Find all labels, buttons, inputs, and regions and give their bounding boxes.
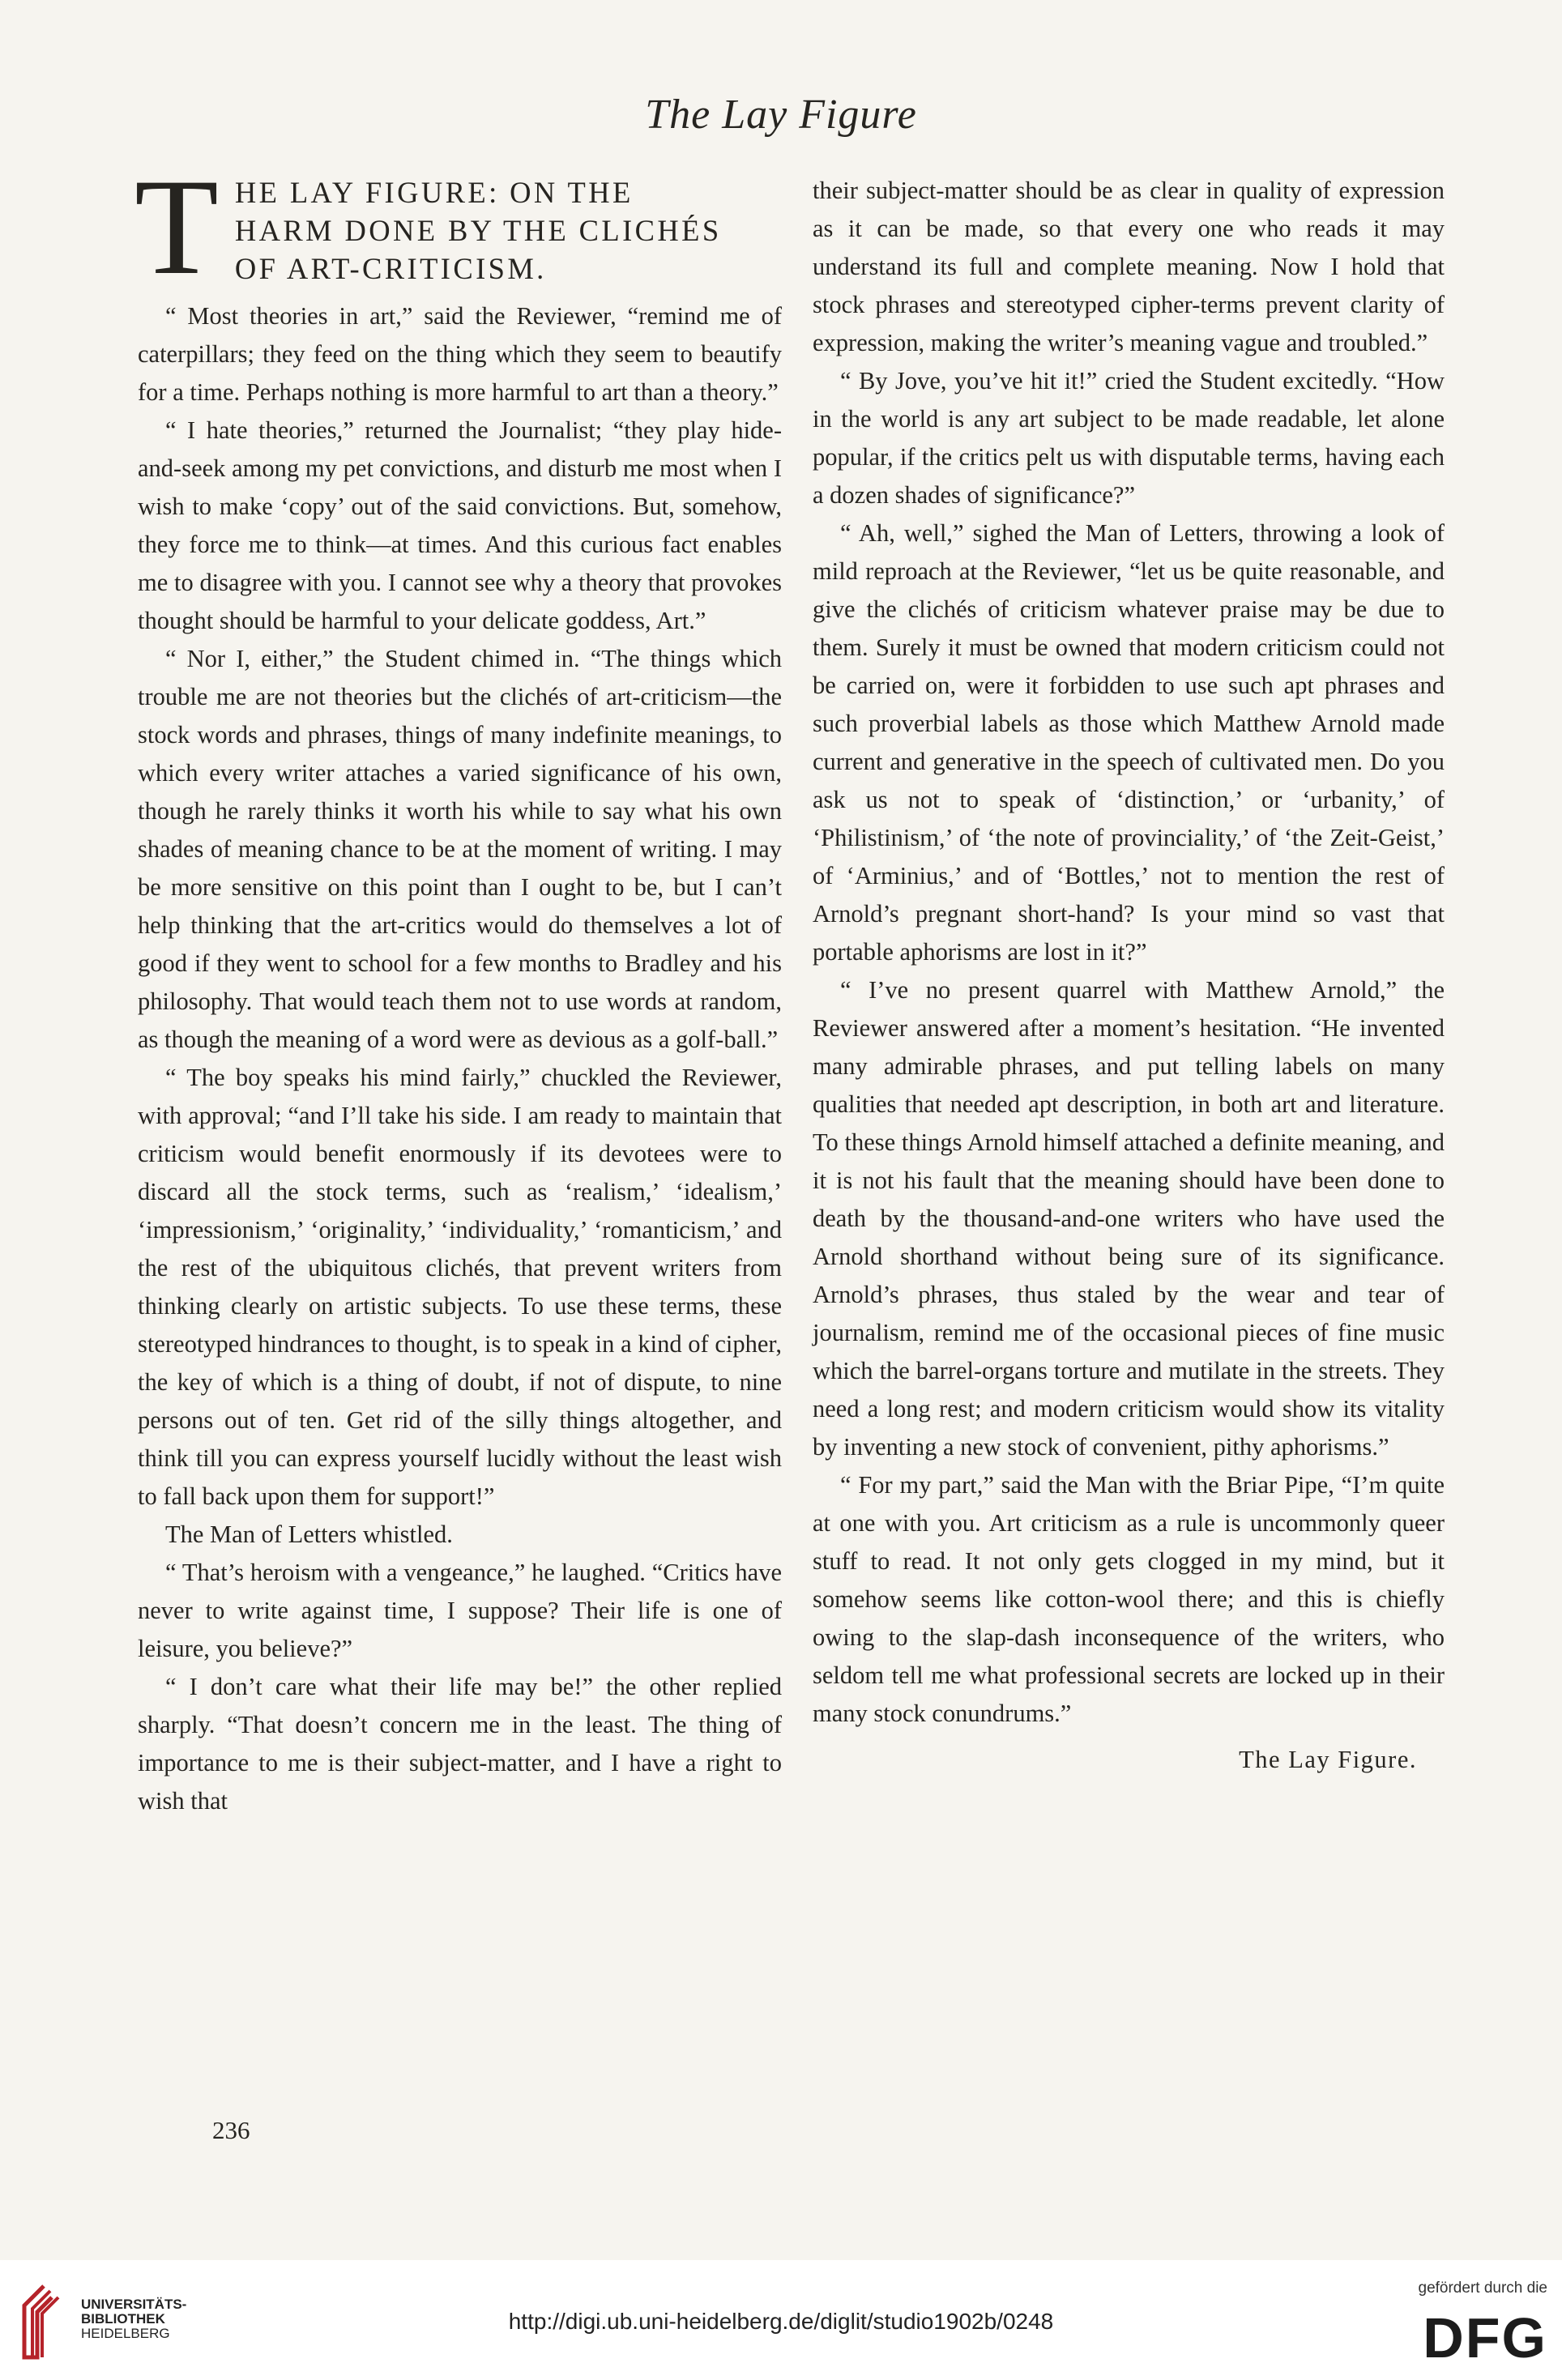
paragraph: “ For my part,” said the Man with the Briar Pipe, “I’m quite at one with you. Art criticism as a rule is uncommonly queer stuff to read. It not only gets clogged in my mind, but it somehow seems like cotton-wool there; and this is chiefly owing to the slap-dash inconsequence of the writers, who seldom tell me what professional secrets are locked up in their many stock conundrums.”	[813, 1471, 1445, 1727]
article-heading	[134, 151, 782, 303]
heading-line: HE LAY FIGURE: ON THE	[234, 176, 634, 209]
signature: The Lay Figure.	[1239, 1746, 1417, 1773]
dfg-logo[interactable]: DFG	[1423, 2306, 1547, 2369]
paragraph-continued: their subject-matter should be as clear in quality of expression as it can be made, so that every one who reads it may understand its full and complete meaning. Now I hold that stock phrases and stereotyped cipher-terms prevent clarity of expression, making the writer’s meaning vague and troubled.”	[813, 177, 1445, 356]
drop-cap: T	[134, 151, 219, 303]
paragraph: “ Ah, well,” sighed the Man of Letters, throwing a look of mild reproach at the Reviewer, “let us be quite reasonable, and give the clichés of criticism whatever praise may be due to them. Surely it must be owned that modern criticism could not be carried on, were it forbidden to use such apt phrases and such proverbial labels as those which Matthew Arnold made current and generative in the speech of cultivated men. Do you ask us not to speak of ‘distinction,’ or ‘urbanity,’ of ‘Philistinism,’ of ‘the note of provinciality,’ of ‘the Zeit-Geist,’ of ‘Arminius,’ and of ‘Bottles,’ not to mention the rest of Arnold’s pregnant short-hand? Is your mind so vast that portable aphorisms are lost in it?”	[813, 519, 1445, 966]
funded-by-label: gefördert durch die	[1418, 2280, 1547, 2297]
library-line: HEIDELBERG	[81, 2326, 170, 2341]
right-column	[813, 172, 1445, 1779]
heading-text	[138, 172, 782, 288]
page-number: 236	[212, 2116, 250, 2144]
footer-bar	[0, 2260, 1562, 2380]
paragraph: “ Nor I, either,” the Student chimed in. “The things which trouble me are not theories but the clichés of art-criticism—the stock words and phrases, things of many indefinite meanings, to which every writer attaches a varied significance of his own, though he rarely thinks it worth his while to say what his own shades of meaning chance to be at the moment of writing. I may be more sensitive on this point than I ought to be, but I can’t help thinking that the art-critics would do themselves a lot of good if they went to school for a few months to Bradley and his philosophy. That would teach them not to use words at random, as though the meaning of a word were as devious as a golf-ball.”	[138, 645, 782, 1053]
library-line: BIBLIOTHEK	[81, 2311, 165, 2327]
heading-line: OF ART-CRITICISM.	[234, 252, 547, 285]
paragraph: “ The boy speaks his mind fairly,” chuckled the Reviewer, with approval; “and I’ll take his side. I am ready to maintain that criticism would benefit enormously if its devotees were to discard all the stock terms, such as ‘realism,’ ‘idealism,’ ‘impressionism,’ ‘originality,’ ‘individuality,’ ‘romanticism,’ and the rest of the ubiquitous clichés, that prevent writers from thinking clearly on artistic subjects. To use these terms, these stereotyped hindrances to thought, is to speak in a kind of cipher, the key of which is a thing of doubt, if not of dispute, to nine persons out of ten. Get rid of the silly things altogether, and think till you can express yourself lucidly without the least wish to fall back upon them for support!”	[138, 1064, 782, 1510]
paragraph: “ By Jove, you’ve hit it!” cried the Student excitedly. “How in the world is any art subject to be made readable, let alone popular, if the critics pelt us with disputable terms, having each a dozen shades of significance?”	[813, 367, 1445, 509]
paragraph: “ I hate theories,” returned the Journalist; “they play hide-and-seek among my pet convictions, and disturb me most when I wish to make ‘copy’ out of the said convictions. But, somehow, they force me to think—at times. And this curious fact enables me to disagree with you. I cannot see why a theory that provokes thought should be harmful to your delicate goddess, Art.”	[138, 416, 782, 634]
page-title: The Lay Figure	[645, 92, 917, 138]
heading-line: HARM DONE BY THE CLICHÉS	[234, 214, 722, 247]
left-column	[134, 151, 782, 1820]
paragraph: “ I don’t care what their life may be!” the other replied sharply. “That doesn’t concern me in the least. The thing of importance to me is their subject-matter, and I have a right to wish that	[138, 1673, 782, 1815]
library-line: UNIVERSITÄTS-	[81, 2297, 187, 2312]
paragraph: “ Most theories in art,” said the Reviewer, “remind me of caterpillars; they feed on the thing which they seem to beautify for a time. Perhaps nothing is more harmful to art than a theory.”	[138, 302, 782, 406]
paragraph: “ I’ve no present quarrel with Matthew Arnold,” the Reviewer answered after a moment’s hesitation. “He invented many admirable phrases, and put telling labels on many qualities that needed apt description, in both art and literature. To these things Arnold himself attached a definite meaning, and it is not his fault that the meaning should have been done to death by the thousand-and-one writers who have used the Arnold shorthand without being sure of its significance. Arnold’s phrases, thus staled by the wear and tear of journalism, remind me of the occasional pieces of fine music which the barrel-organs torture and mutilate in the streets. They need a long rest; and modern criticism would show its vitality by inventing a new stock of convenient, pithy aphorisms.”	[813, 976, 1445, 1461]
paragraph: The Man of Letters whistled.	[165, 1521, 453, 1548]
source-url-link[interactable]: http://digi.ub.uni-heidelberg.de/diglit/studio1902b/0248	[508, 2309, 1054, 2334]
paragraph: “ That’s heroism with a vengeance,” he laughed. “Critics have never to write against time, I suppose? Their life is one of leisure, you believe?”	[138, 1559, 782, 1662]
